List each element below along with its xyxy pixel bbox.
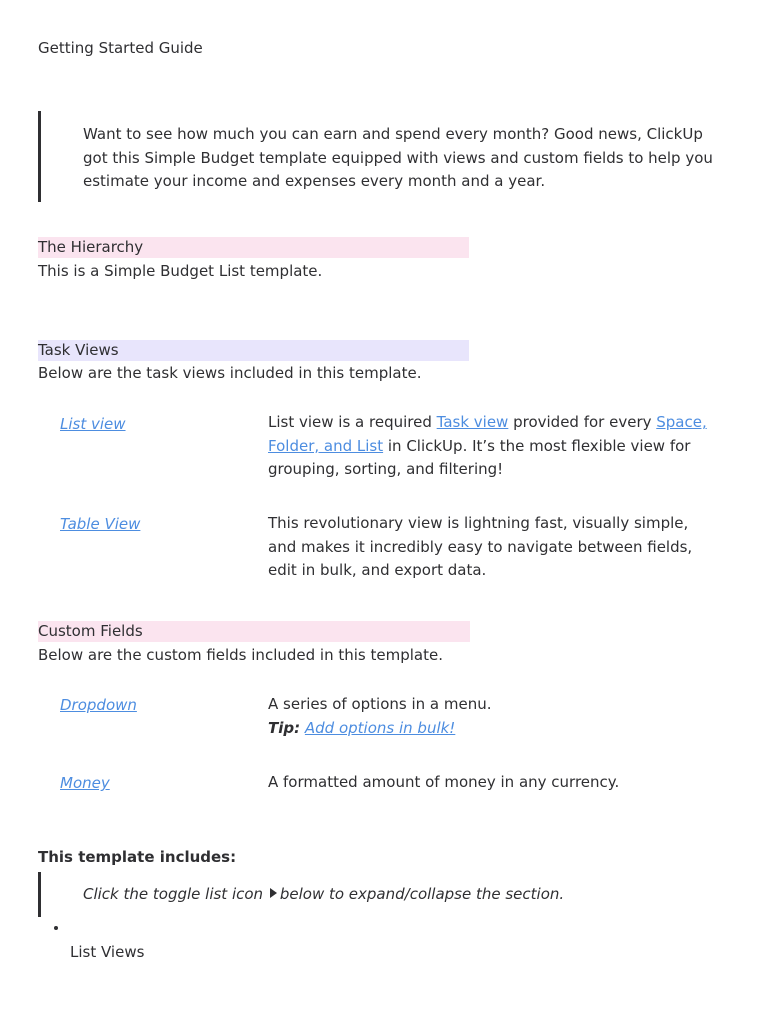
page-title: Getting Started Guide — [38, 39, 203, 57]
toggle-callout — [38, 872, 728, 917]
task-views-heading: Task Views — [38, 340, 469, 361]
list-view-description — [268, 411, 718, 482]
money-description: A formatted amount of money in any currency. — [268, 773, 620, 791]
list-view-link[interactable]: List view — [60, 415, 126, 433]
hierarchy-text: This is a Simple Budget List template. — [38, 262, 323, 280]
hierarchy-heading: The Hierarchy — [38, 237, 469, 258]
space-folder-list-link[interactable]: Space, Folder, and List — [268, 413, 707, 455]
custom-fields-text: Below are the custom fields included in this template. — [38, 646, 443, 664]
triangle-right-icon — [270, 888, 277, 898]
table-view-link[interactable]: Table View — [60, 515, 141, 533]
toggle-note-part2: below to expand/collapse the section. — [279, 885, 565, 903]
task-view-link[interactable]: Task view — [436, 413, 509, 431]
toggle-note — [83, 884, 564, 904]
list-view-desc-part1: List view is a required — [268, 413, 437, 431]
money-link[interactable]: Money — [60, 774, 110, 792]
toggle-note-part1: Click the toggle list icon — [83, 885, 264, 903]
list-view-desc-part2: provided for every — [508, 413, 657, 431]
intro-callout — [38, 111, 728, 202]
add-options-bulk-link[interactable]: Add options in bulk! — [304, 718, 456, 737]
toggle-list-views[interactable]: List Views — [70, 943, 145, 961]
tip-label: Tip: — [268, 718, 301, 737]
dropdown-tip — [268, 717, 718, 741]
table-view-description: This revolutionary view is lightning fast, visually simple, and makes it incredibly easy to navigate between fields, edit in bulk, and export data. — [268, 514, 693, 579]
dropdown-description — [268, 693, 718, 740]
custom-fields-heading: Custom Fields — [38, 621, 470, 642]
list-view-desc-part3: in ClickUp. It’s the most flexible view for grouping, sorting, and filtering! — [268, 436, 691, 478]
bullet-icon — [54, 926, 58, 930]
intro-text: Want to see how much you can earn and spend every month? Good news, ClickUp got this Simple Budget template equipped with views and custom fields to help you estimate your income and expenses every month and a year. — [83, 125, 713, 190]
includes-heading: This template includes: — [38, 848, 237, 866]
dropdown-desc-text: A series of options in a menu. — [268, 695, 492, 713]
task-views-text: Below are the task views included in this template. — [38, 364, 422, 382]
dropdown-link[interactable]: Dropdown — [60, 696, 137, 714]
